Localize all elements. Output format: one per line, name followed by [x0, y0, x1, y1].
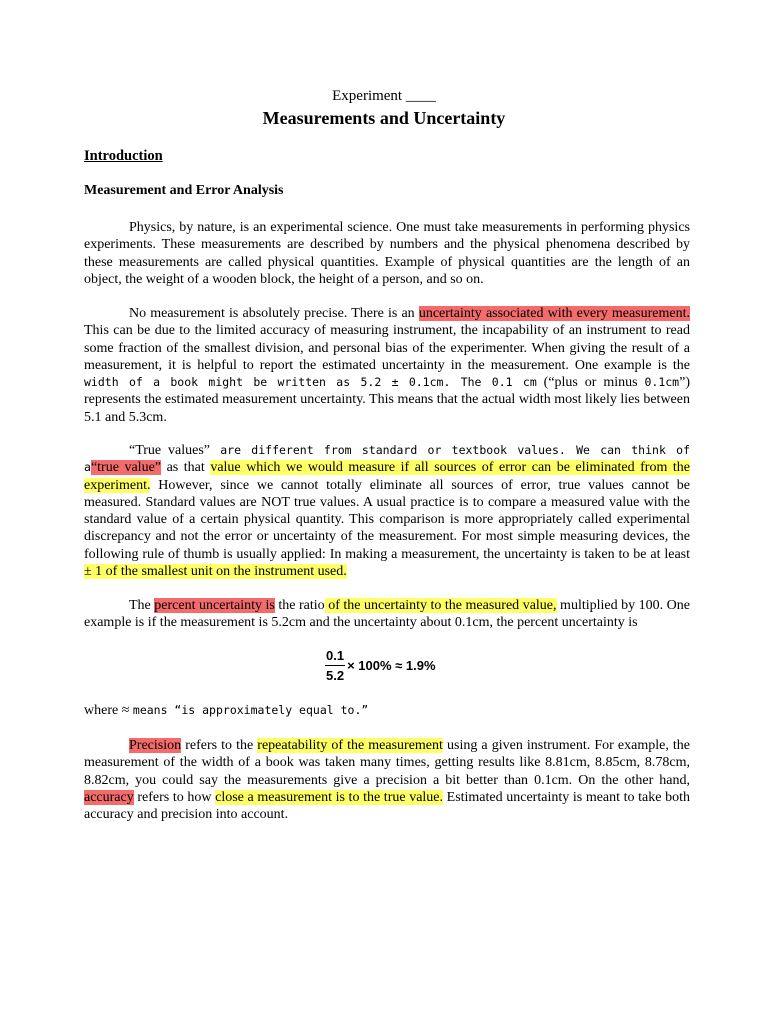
- paragraph-true-values: [84, 442, 690, 580]
- highlight-yellow: value which we would measure if all sources of error can be eliminated from the experiment.: [84, 460, 690, 493]
- text-span: The: [129, 598, 155, 613]
- highlight-yellow: of the uncertainty to the measured value,: [324, 598, 557, 613]
- text-span: the ratio: [274, 598, 325, 613]
- text-span: “True values”: [129, 443, 210, 458]
- paragraph-physics: [84, 219, 690, 288]
- text-span: where ≈: [84, 703, 133, 718]
- highlight-red: Precision: [129, 738, 182, 753]
- highlight-yellow: repeatability of the measurement: [257, 738, 443, 753]
- introduction-heading: Introduction: [84, 148, 163, 164]
- text-span: multiplied by 100. One example is if the measurement is 5.2cm and the uncertainty about 0.1cm, the percent uncertainty is: [84, 598, 690, 631]
- paragraph-text: Physics, by nature, is an experimental science. One must take measurements in performing physics experiments. These measurements are described by numbers and the physical phenomena described by these measurements are called physical quantities. Example of physical quantities are the length of an object, the weight of a wooden block, the height of a person, and so on.: [84, 220, 690, 287]
- text-span: Estimated uncertainty is meant to take both accuracy and precision into account.: [84, 789, 690, 823]
- text-span: However, since we cannot totally eliminate all sources of error, true values cannot be measured. Standard values are NOT true values. A usual practice is to compare a measured value with the standard value of a certain physical quantity. This comparison is more appropriately called experimental discrepancy and not the error or uncertainty of the measurement. For most simple measuring devices, the following rule of thumb is usually applied: In making a measurement, the uncertainty is taken to be at least: [84, 477, 690, 562]
- text-span: ”) represents the estimated measurement uncertainty. This means that the actual width most likely lies between 5.1 and 5.3cm.: [84, 375, 690, 425]
- highlight-red: “true value”: [90, 460, 162, 476]
- approx-definition: [84, 703, 368, 719]
- fraction-numerator: 0.1: [325, 648, 345, 666]
- paragraph-percent-uncertainty: [84, 597, 690, 632]
- fraction-denominator: 5.2: [326, 668, 345, 683]
- highlight-yellow: ± 1 of the smallest unit on the instrument used.: [84, 564, 347, 580]
- percent-uncertainty-formula: [325, 648, 436, 683]
- highlight-red: uncertainty associated with every measurement.: [418, 306, 690, 321]
- text-span: This can be due to the limited accuracy of measuring instrument, the incapability of an instrument to read some fraction of the smallest division, and personal bias of the experimenter. When giving the result of a measurement, it is helpful to report the estimated uncertainty in the measurement. One example is the: [84, 323, 690, 373]
- page-title: Measurements and Uncertainty: [262, 108, 506, 128]
- highlight-yellow: close a measurement is to the true value.: [215, 789, 444, 805]
- text-span: as that: [161, 460, 211, 476]
- paragraph-measurement-precision: [84, 305, 690, 426]
- paragraph-precision-accuracy: [84, 737, 690, 823]
- mono-text: are different from standard or textbook values. We can think of a: [84, 443, 690, 475]
- fraction: [325, 648, 345, 683]
- experiment-label: Experiment ____: [332, 88, 436, 104]
- section-subheading: Measurement and Error Analysis: [84, 183, 284, 198]
- mono-text: 0.1cm: [644, 375, 680, 390]
- mono-text: means “is approximately equal to.”: [132, 703, 369, 717]
- text-span: refers to the: [181, 738, 258, 753]
- highlight-red: accuracy: [84, 789, 134, 805]
- mono-text: width of a book might be written as 5.2 ± 0.1cm. The 0.1 cm: [84, 375, 537, 390]
- text-span: (“plus or minus: [536, 375, 645, 391]
- text-span: No measurement is absolutely precise. There is an: [129, 306, 419, 321]
- formula-result: × 100% ≈ 1.9%: [347, 658, 436, 673]
- text-span: using a given instrument. For example, the measurement of the width of a book was taken many times, getting results like 8.81cm, 8.85cm, 8.78cm, 8.82cm, you could say the measurements give a precision a bit better than 0.1cm. On the other hand,: [84, 738, 691, 788]
- highlight-red: percent uncertainty is: [154, 598, 275, 613]
- text-span: refers to how: [133, 789, 216, 805]
